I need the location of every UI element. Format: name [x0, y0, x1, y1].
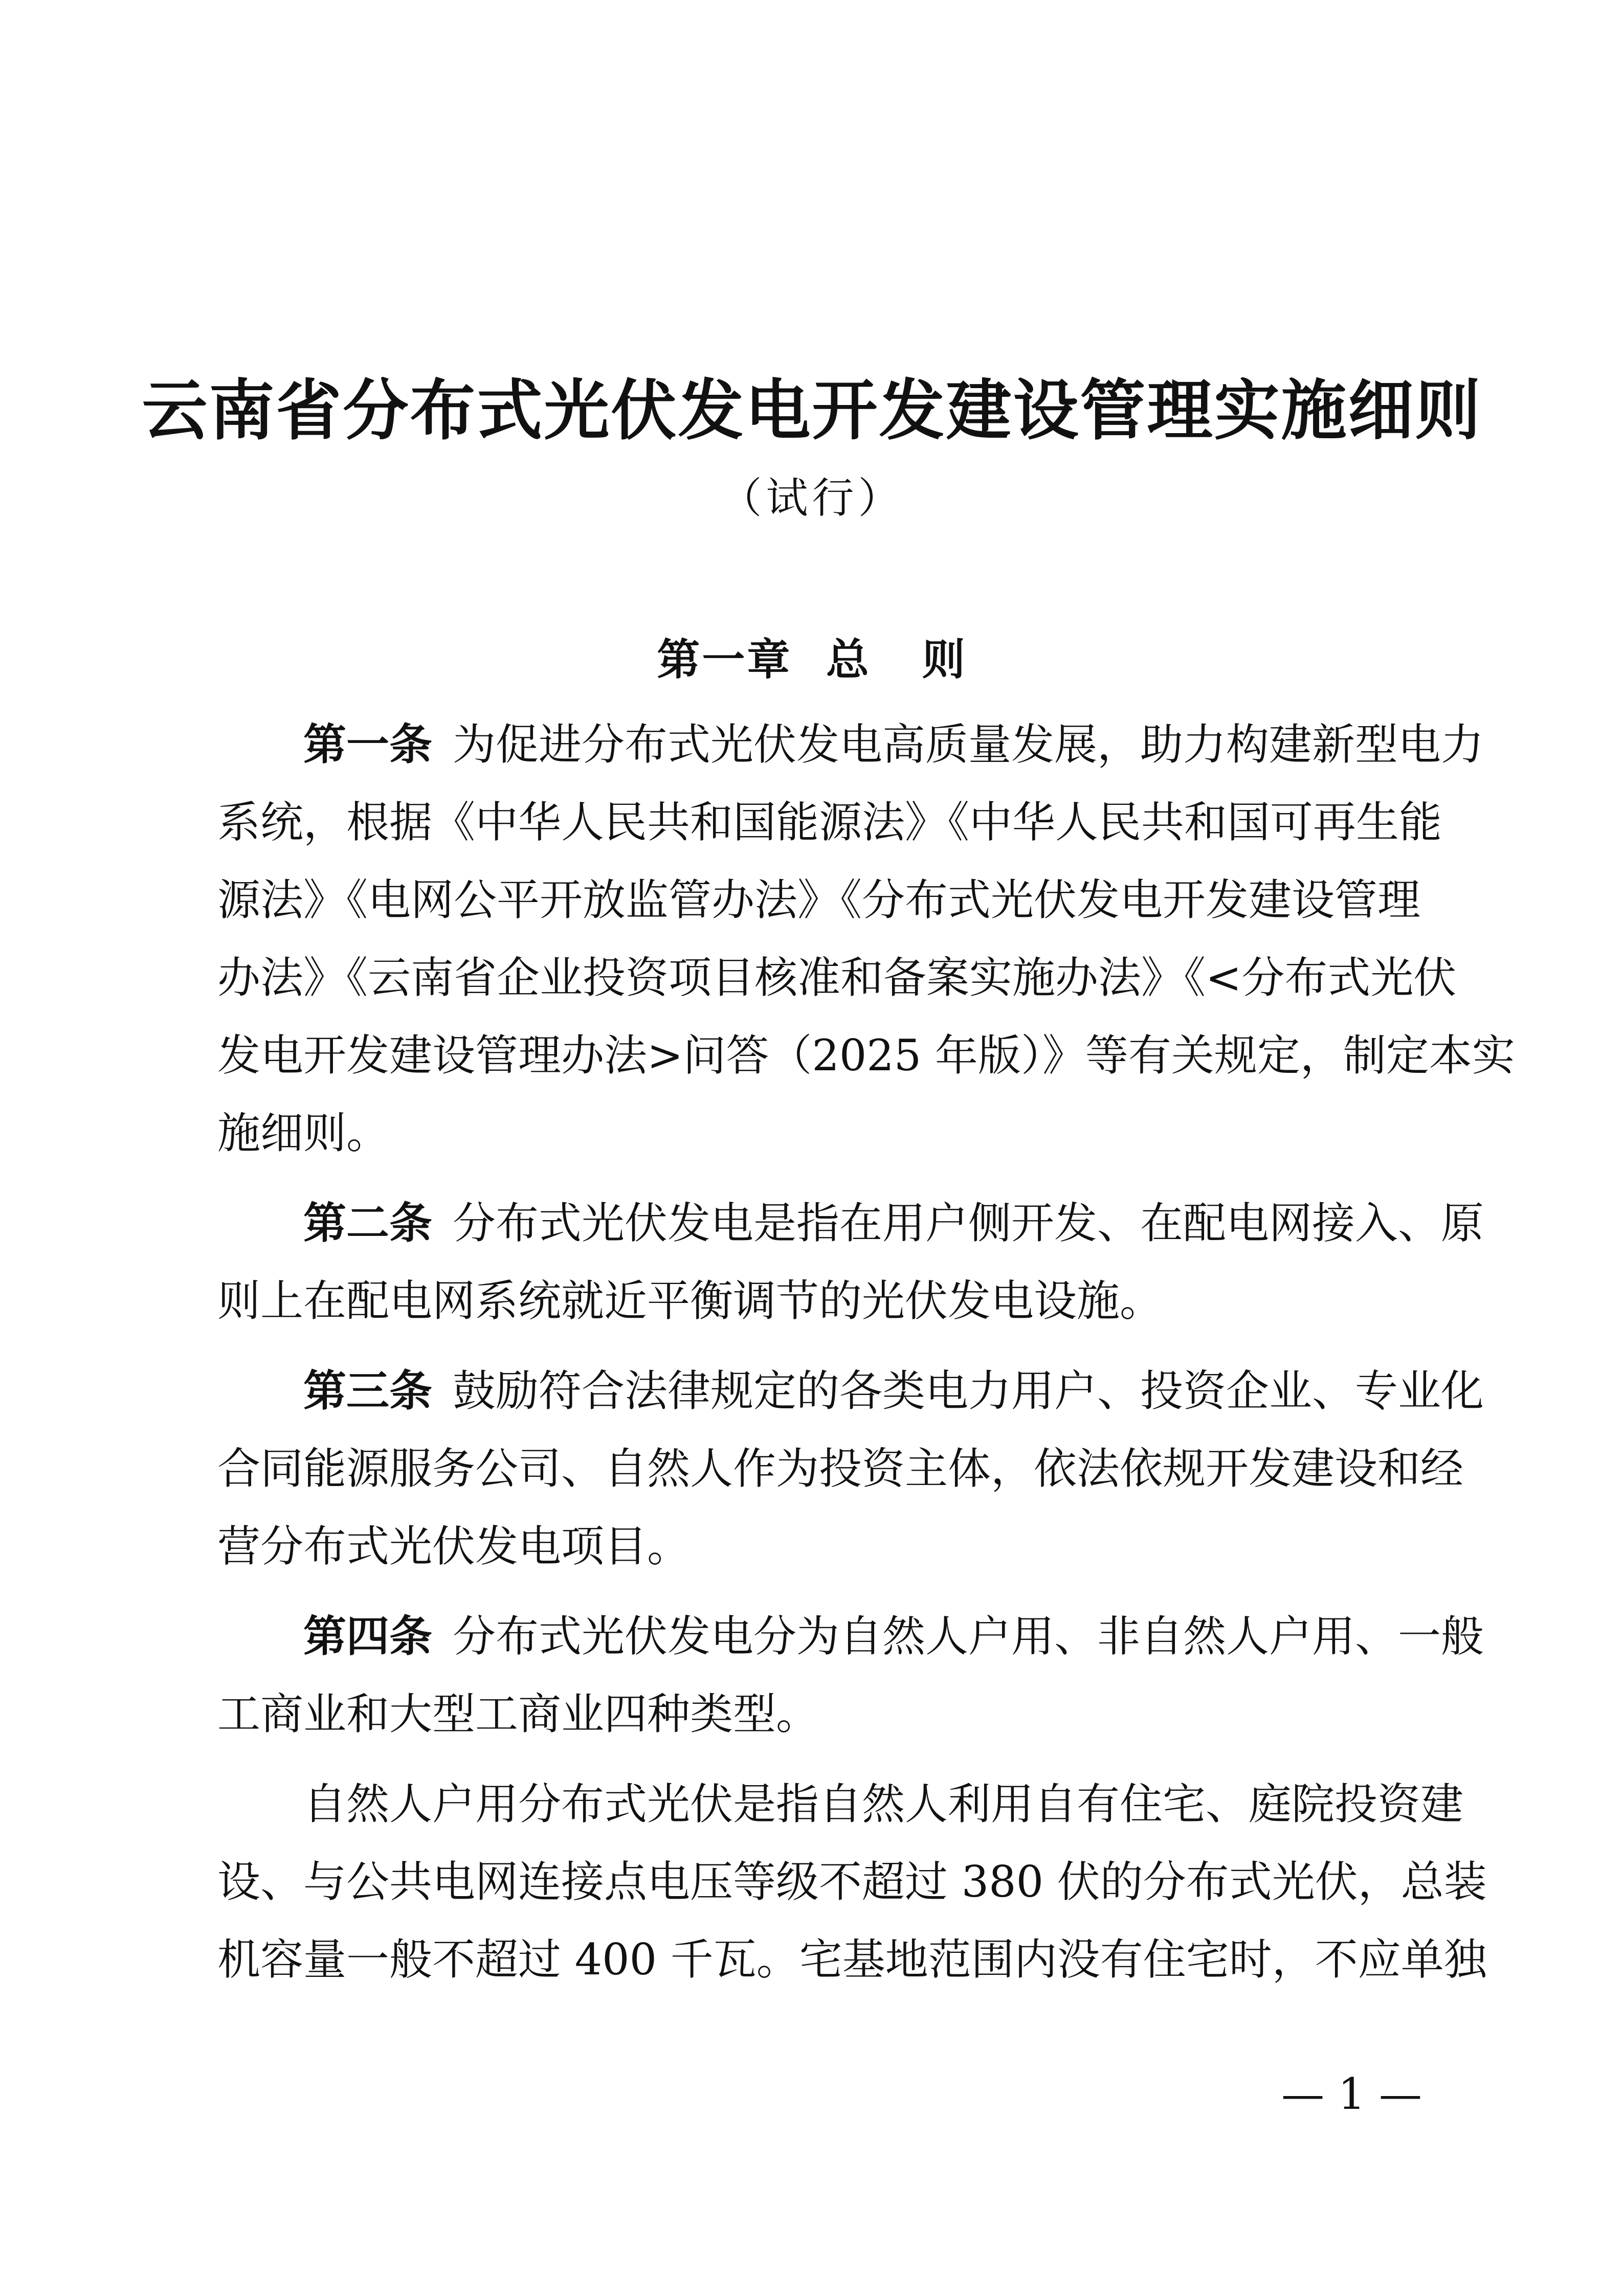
article-3-line-1 [217, 1352, 1484, 1430]
article-1-line-4: 办法》《云南省企业投资项目核准和备案实施办法》《<分布式光伏 [217, 953, 1457, 1003]
article-3-line-3: 营分布式光伏发电项目。 [217, 1521, 691, 1571]
document-subtitle: （试行） [720, 474, 904, 523]
chapter-heading: 第一章 总 则 [657, 634, 967, 685]
article-1-line-5: 发电开发建设管理办法>问答（2025 年版）》等有关规定，制定本实 [217, 1030, 1515, 1081]
article-1-line-1 [217, 706, 1484, 783]
paragraph-line-3: 机容量一般不超过 400 千瓦。宅基地范围内没有住宅时，不应单独 [217, 1934, 1487, 1985]
article-3 [217, 1352, 1484, 1585]
article-2-line-1 [217, 1184, 1484, 1262]
article-2-line-2: 则上在配电网系统就近平衡调节的光伏发电设施。 [217, 1276, 1163, 1326]
paragraph-line-1: 自然人户用分布式光伏是指自然人利用自有住宅、庭院投资建 [303, 1779, 1464, 1829]
article-1-line-6: 施细则。 [217, 1108, 390, 1158]
article-4-line-1 [217, 1597, 1484, 1675]
article-4-label: 第四条 [303, 1611, 433, 1661]
article-4-text: 分布式光伏发电分为自然人户用、非自然人户用、一般 [453, 1611, 1484, 1661]
document-body [217, 706, 1515, 1998]
paragraph-household-pv [217, 1765, 1487, 1998]
paragraph-line-2: 设、与公共电网连接点电压等级不超过 380 伏的分布式光伏，总装 [217, 1857, 1487, 1907]
page-number: — 1 — [1281, 2069, 1422, 2119]
article-4-line-2: 工商业和大型工商业四种类型。 [217, 1689, 819, 1739]
article-3-line-2: 合同能源服务公司、自然人作为投资主体，依法依规开发建设和经 [217, 1444, 1464, 1494]
article-3-text: 鼓励符合法律规定的各类电力用户、投资企业、专业化 [453, 1366, 1484, 1416]
article-1-line-3: 源法》《电网公平开放监管办法》《分布式光伏发电开发建设管理 [217, 875, 1421, 925]
article-4 [217, 1597, 1484, 1753]
article-1-label: 第一条 [303, 719, 433, 770]
article-1-text: 为促进分布式光伏发电高质量发展，助力构建新型电力 [453, 719, 1484, 770]
article-3-label: 第三条 [303, 1365, 433, 1416]
article-2-label: 第二条 [303, 1198, 433, 1248]
article-1-line-2: 系统，根据《中华人民共和国能源法》《中华人民共和国可再生能 [217, 797, 1442, 847]
article-2 [217, 1184, 1484, 1340]
article-2-text: 分布式光伏发电是指在用户侧开发、在配电网接入、原 [453, 1198, 1484, 1248]
document-title: 云南省分布式光伏发电开发建设管理实施细则 [142, 372, 1482, 449]
article-1 [217, 706, 1515, 1172]
